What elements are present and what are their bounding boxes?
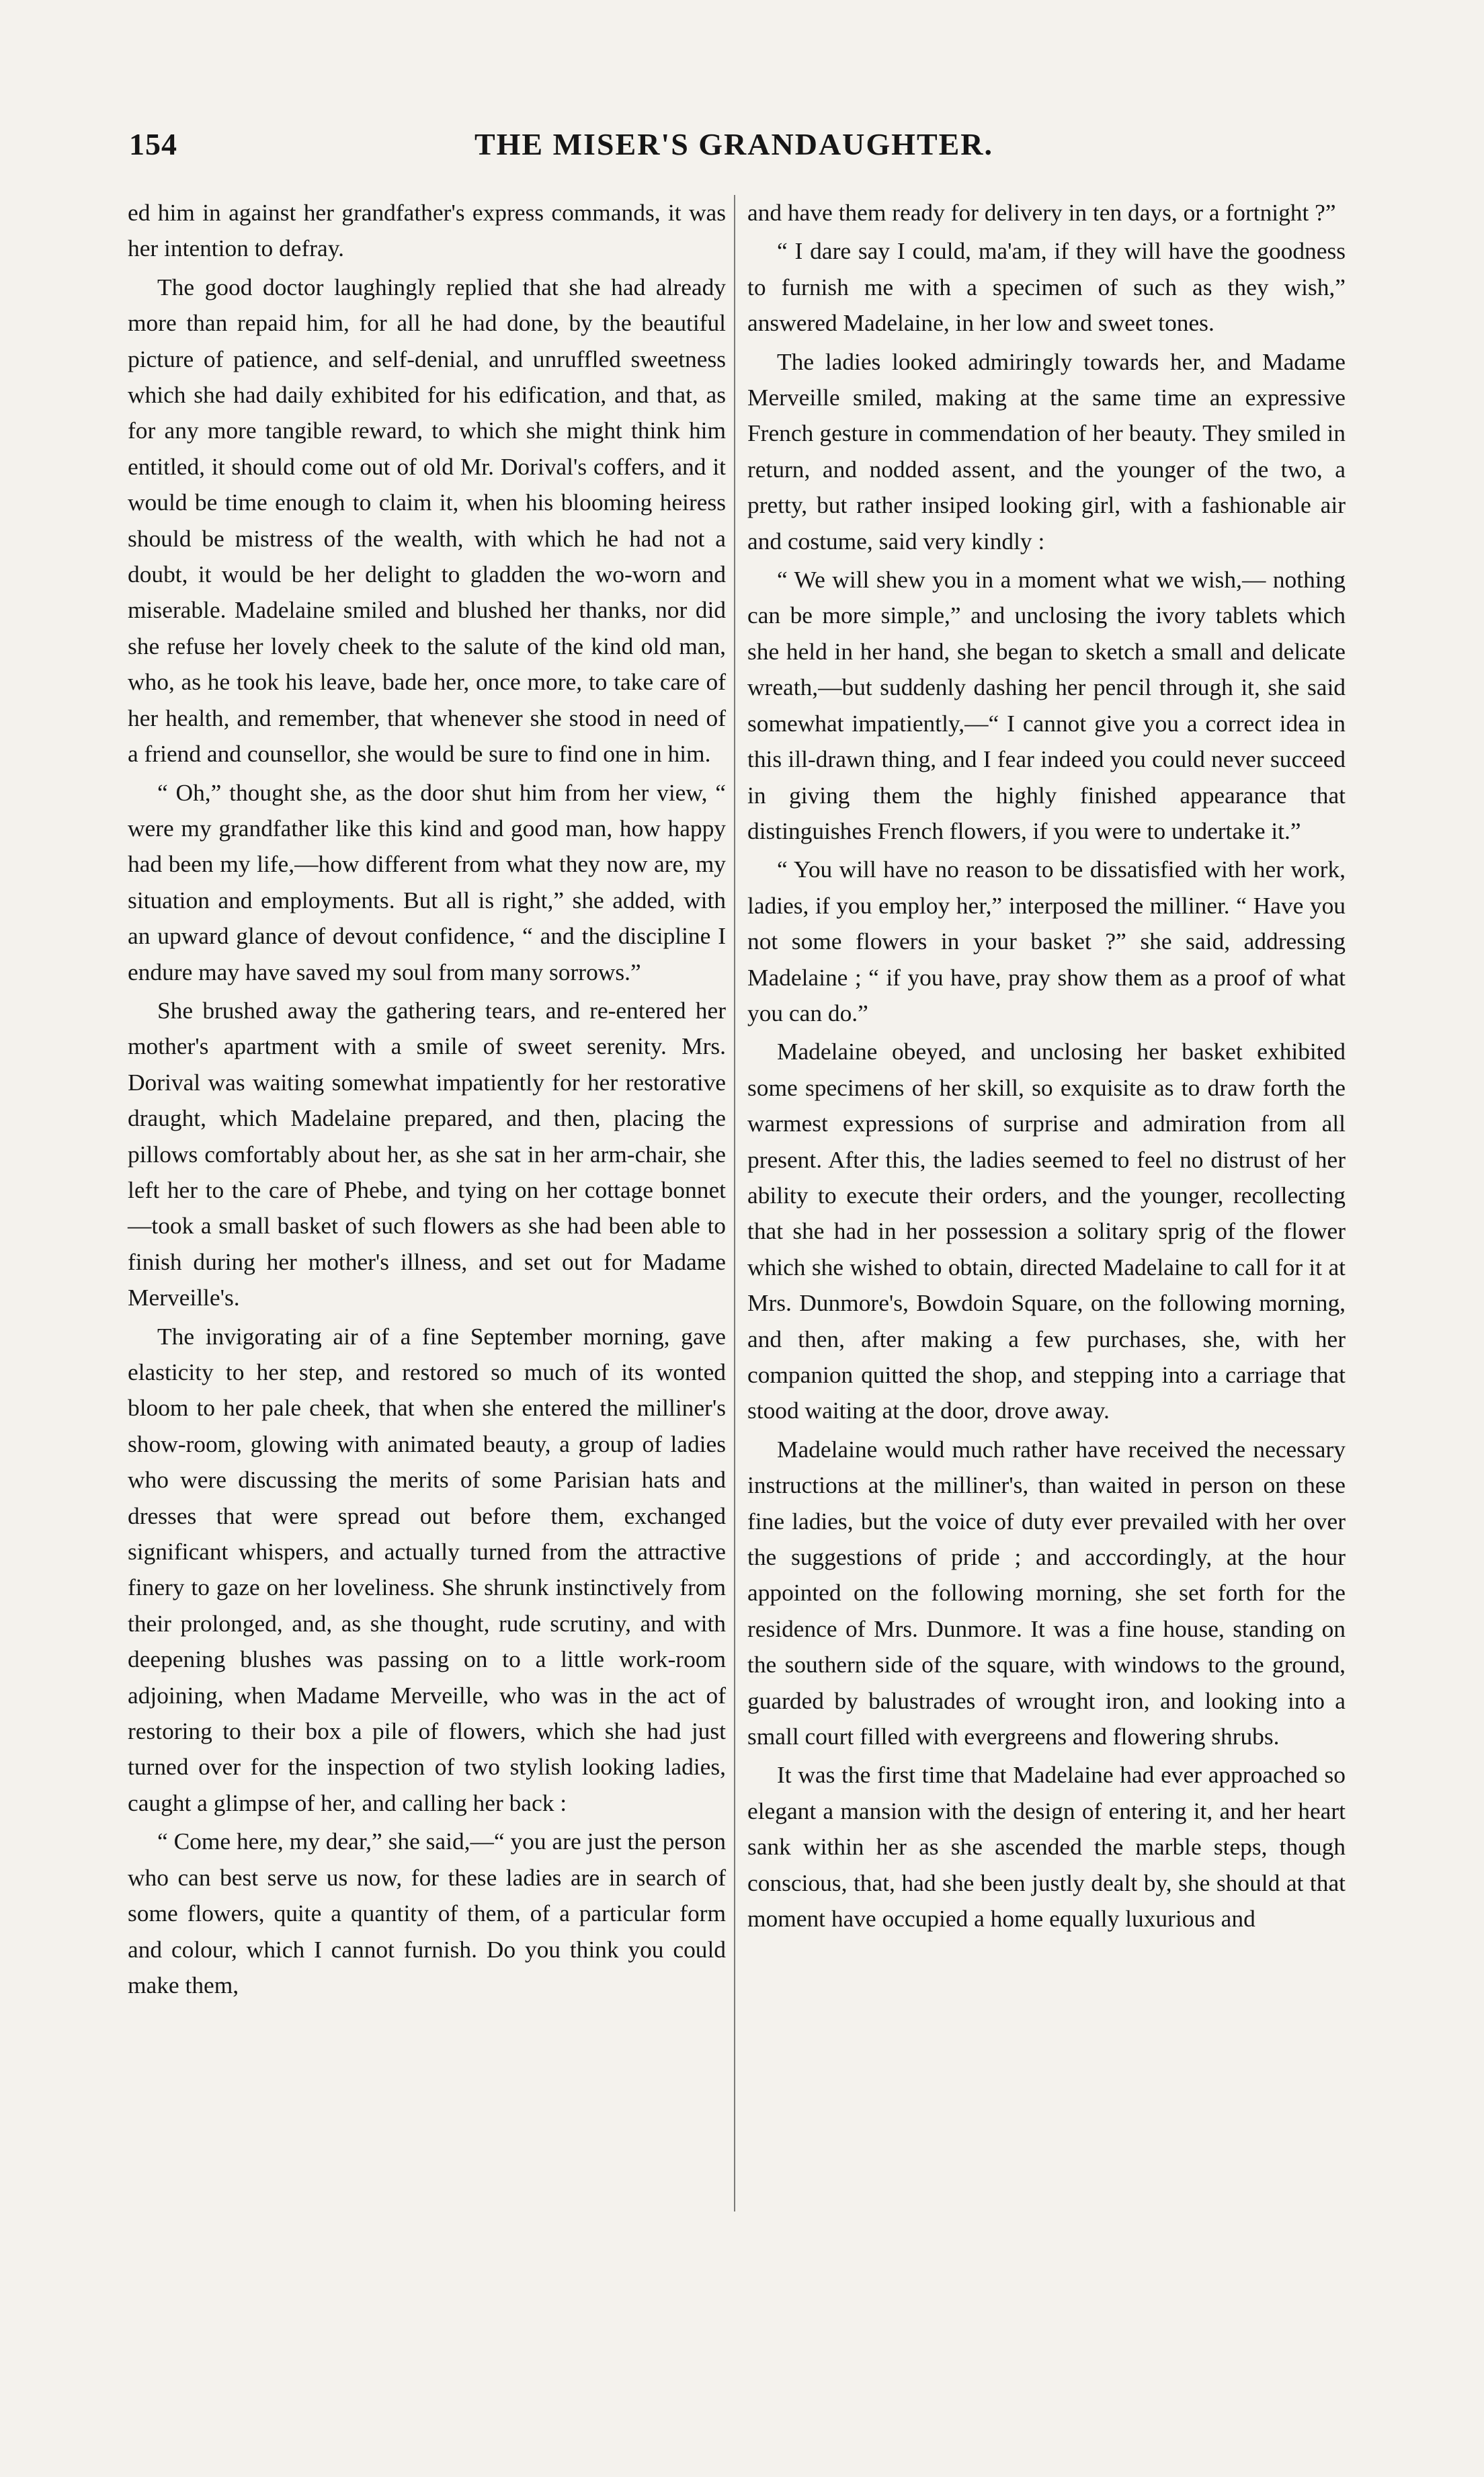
paragraph: “ We will shew you in a moment what we wish,— nothing can be more simple,” and unclosing the ivory tablets which she held in her hand, she began to sketch a small and delicate wreath,—but suddenly dashing her pencil through it, she said somewhat impatiently,—“ I cannot give you a correct idea in this ill-drawn thing, and I fear indeed you could never succeed in giving them the highly finished appearance that distinguishes French flowers, if you were to undertake it.”	[747, 566, 1346, 844]
paragraph: Madelaine obeyed, and unclosing her basket exhibited some specimens of her skill, so exquisite as to draw forth the warmest expressions of surprise and admiration from all present. After this, the ladies seemed to feel no distrust of her ability to execute their orders, and the younger, recollecting that she had in her possession a solitary sprig of the flower which she wished to obtain, directed Madelaine to call for it at Mrs. Dunmore's, Bowdoin Square, on the following morning, and then, after making a few purchases, she, with her companion quitted the shop, and stepping into a carriage that stood waiting at the door, drove away.	[747, 1038, 1346, 1424]
page-header	[129, 126, 1339, 173]
paragraph: “ You will have no reason to be dissatisfied with her work, ladies, if you employ her,” interposed the milliner. “ Have you not some flowers in your basket ?” she said, addressing Madelaine ; “ if you have, pray show them as a proof of what you can do.”	[747, 856, 1346, 1026]
paragraph: “ Come here, my dear,” she said,—“ you are just the person who can best serve us now, for these ladies are in search of some flowers, quite a quantity of them, of a particular form and colour, which I cannot furnish. Do you think you could make them,	[128, 1828, 726, 1998]
paragraph: Madelaine would much rather have received the necessary instructions at the milliner's, than waited in person on these fine ladies, but the voice of duty ever prevailed with her over the suggestions of pride ; and acccordingly, at the hour appointed on the following morning, she set forth for the residence of Mrs. Dunmore. It was a fine house, standing on the southern side of the square, with windows to the ground, guarded by balustrades of wrought iron, and looking into a small court filled with evergreens and flowering shrubs.	[747, 1435, 1346, 1750]
paragraph: “ I dare say I could, ma'am, if they will have the goodness to furnish me with a specimen of such as they wish,” answered Madelaine, in her low and sweet tones.	[747, 237, 1346, 337]
paragraph: and have them ready for delivery in ten days, or a fortnight ?”	[747, 199, 1336, 226]
paragraph: ed him in against her grandfather's express commands, it was her intention to defray.	[128, 199, 726, 262]
paragraph: It was the first time that Madelaine had ever approached so elegant a mansion with the design of entering it, and her heart sank within her as she ascended the marble steps, though conscious, that, had she been justly dealt by, she should at that moment have occupied a home equally luxurious and	[747, 1761, 1346, 1933]
running-title: THE MISER'S GRANDAUGHTER.	[474, 127, 994, 161]
paragraph: She brushed away the gathering tears, and re-entered her mother's apartment with a smile of sweet serenity. Mrs. Dorival was waiting somewhat impatiently for her restorative draught, which Madelaine prepared, and then, placing the pillows comfortably about her, as she sat in her arm-chair, she left her to the care of Phebe, and tying on her cottage bonnet—took a small basket of such flowers as she had been able to finish during her mother's illness, and set out for Madame Merveille's.	[128, 996, 726, 1311]
column-divider	[734, 195, 735, 2211]
paragraph: The ladies looked admiringly towards her, and Madame Merveille smiled, making at the same time an expressive French gesture in commendation of her beauty. They smiled in return, and nodded assent, and the younger of the two, a pretty, but rather insiped looking girl, with a fashionable air and costume, said very kindly :	[747, 348, 1346, 555]
right-column	[747, 195, 1346, 1937]
left-column	[128, 195, 726, 2003]
page-number: 154	[129, 127, 177, 161]
paragraph: “ Oh,” thought she, as the door shut him from her view, “ were my grandfather like this kind and good man, how happy had been my life,—how different from what they now are, my situation and employments. But all is right,” she added, with an upward glance of devout confidence, “ and the discipline I endure may have saved my soul from many sorrows.”	[128, 778, 726, 985]
paragraph: The good doctor laughingly replied that she had already more than repaid him, for all he had done, by the beautiful picture of patience, and self-denial, and unruffled sweetness which she had daily exhibited for his edification, and that, as for any more tangible reward, to which she might think him entitled, it should come out of old Mr. Dorival's coffers, and it would be time enough to claim it, when his blooming heiress should be mistress of the wealth, with which he had not a doubt, it would be her delight to gladden the wo-worn and miserable. Madelaine smiled and blushed her thanks, nor did she refuse her lovely cheek to the salute of the kind old man, who, as he took his leave, bade her, once more, to take care of her health, and remember, that whenever she stood in need of a friend and counsellor, she would be sure to find one in him.	[128, 273, 726, 768]
paragraph: The invigorating air of a fine September morning, gave elasticity to her step, and restored so much of its wonted bloom to her pale cheek, that when she entered the milliner's show-room, glowing with animated beauty, a group of ladies who were discussing the merits of some Parisian hats and dresses that were spread out before them, exchanged significant whispers, and actually turned from the attractive finery to gaze on her loveliness. She shrunk instinctively from their prolonged, and, as she thought, rude scrutiny, and with deepening blushes was passing on to a little work-room adjoining, when Madame Merveille, who was in the act of restoring to their box a pile of flowers, which she had just turned over for the inspection of two stylish looking ladies, caught a glimpse of her, and calling her back :	[128, 1322, 726, 1816]
